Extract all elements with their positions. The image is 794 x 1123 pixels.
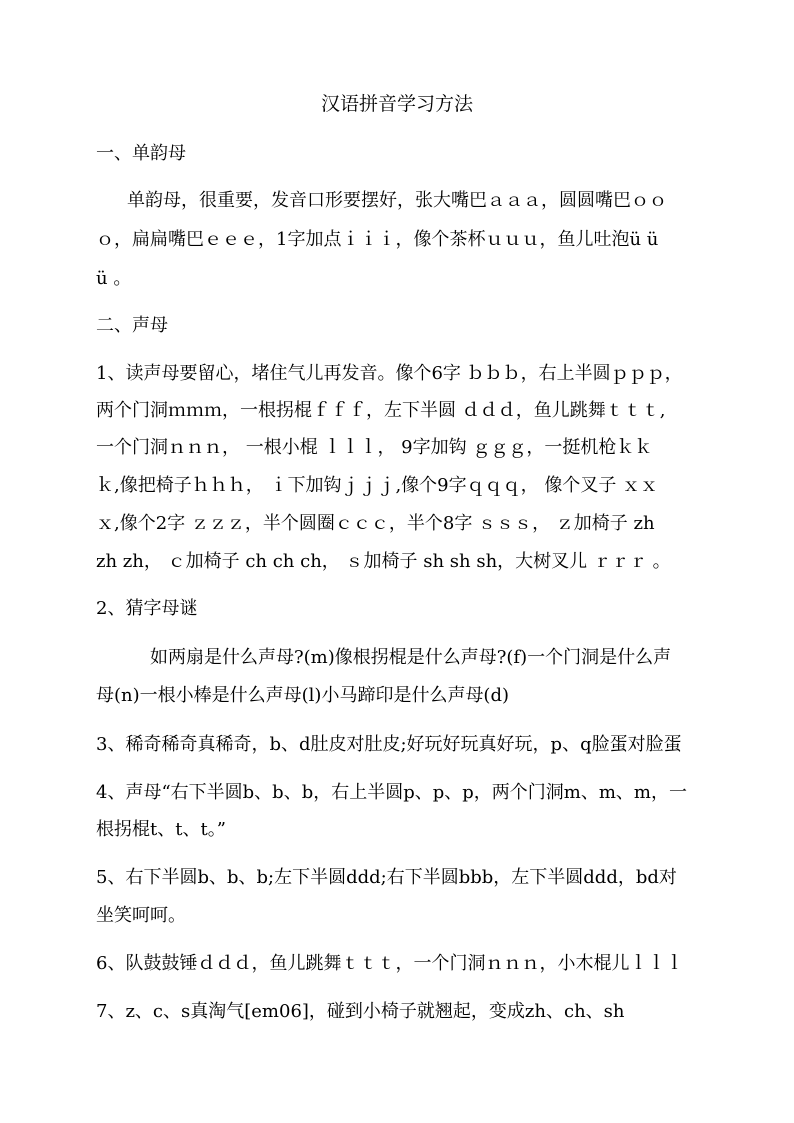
paragraph-line: 4、声母“右下半圆b、b、b，右上半圆p、p、p，两个门洞m、m、m，一 [96, 782, 687, 803]
paragraph-line: 3、稀奇稀奇真稀奇，b、d肚皮对肚皮;好玩好玩真好玩，p、q脸蛋对脸蛋 [96, 734, 682, 755]
paragraph-line: 5、右下半圆b、b、b;左下半圆ddd;右下半圆bbb，左下半圆ddd，bd对 [96, 867, 677, 888]
paragraph-line: ｏ，扁扁嘴巴ｅｅｅ，1字加点ｉｉｉ，像个茶杯ｕｕｕ，鱼儿吐泡ü ü [96, 229, 659, 250]
paragraph-line: 7、z、c、s真淘气[em06]，碰到小椅子就翘起，变成zh、ch、sh [96, 1001, 625, 1022]
section-heading-initials: 二、声母 [96, 315, 168, 336]
paragraph-line: 一个门洞ｎｎｎ， 一根小棍 ｌｌｌ， 9字加钩 ｇｇｇ，一挺机枪ｋｋ [96, 437, 653, 458]
paragraph-line: ｘ,像个2字 ｚｚｚ，半个圆圈ｃｃｃ，半个8字 ｓｓｓ， ｚ加椅子 zh [96, 513, 655, 534]
paragraph-line: 如两扇是什么声母?(m)像根拐棍是什么声母?(f)一个门洞是什么声 [150, 647, 672, 668]
paragraph-line: 母(n)一根小棒是什么声母(l)小马蹄印是什么声母(d) [96, 685, 510, 706]
section-heading-single-finals: 一、单韵母 [96, 143, 186, 164]
paragraph-line: zh zh， ｃ加椅子 ch ch ch， ｓ加椅子 sh sh sh，大树叉儿 ｒｒｒ 。 [96, 551, 671, 572]
subheading-riddles: 2、猜字母谜 [96, 598, 198, 619]
paragraph-line: 两个门洞ｍｍｍ，一根拐棍ｆｆｆ，左下半圆 ｄｄｄ，鱼儿跳舞ｔｔｔ, [96, 400, 666, 421]
paragraph-line: ｋ,像把椅子ｈｈｈ， ｉ下加钩ｊｊｊ,像个9字ｑｑｑ， 像个叉子 ｘｘ [96, 475, 659, 496]
document-title: 汉语拼音学习方法 [320, 93, 473, 115]
paragraph-line: 1、读声母要留心，堵住气儿再发音。像个6字 ｂｂｂ，右上半圆ｐｐｐ， [96, 363, 683, 384]
paragraph-line: 根拐棍t、t、t。” [96, 819, 226, 840]
paragraph-line: 6、队鼓鼓锤ｄｄｄ，鱼儿跳舞ｔｔｔ，一个门洞ｎｎｎ，小木棍儿ｌｌｌ [96, 953, 684, 974]
paragraph-line: 单韵母，很重要，发音口形要摆好，张大嘴巴ａａａ，圆圆嘴巴ｏｏ [127, 190, 667, 211]
paragraph-line: ü 。 [96, 268, 132, 289]
paragraph-line: 坐笑呵呵。 [96, 905, 186, 926]
